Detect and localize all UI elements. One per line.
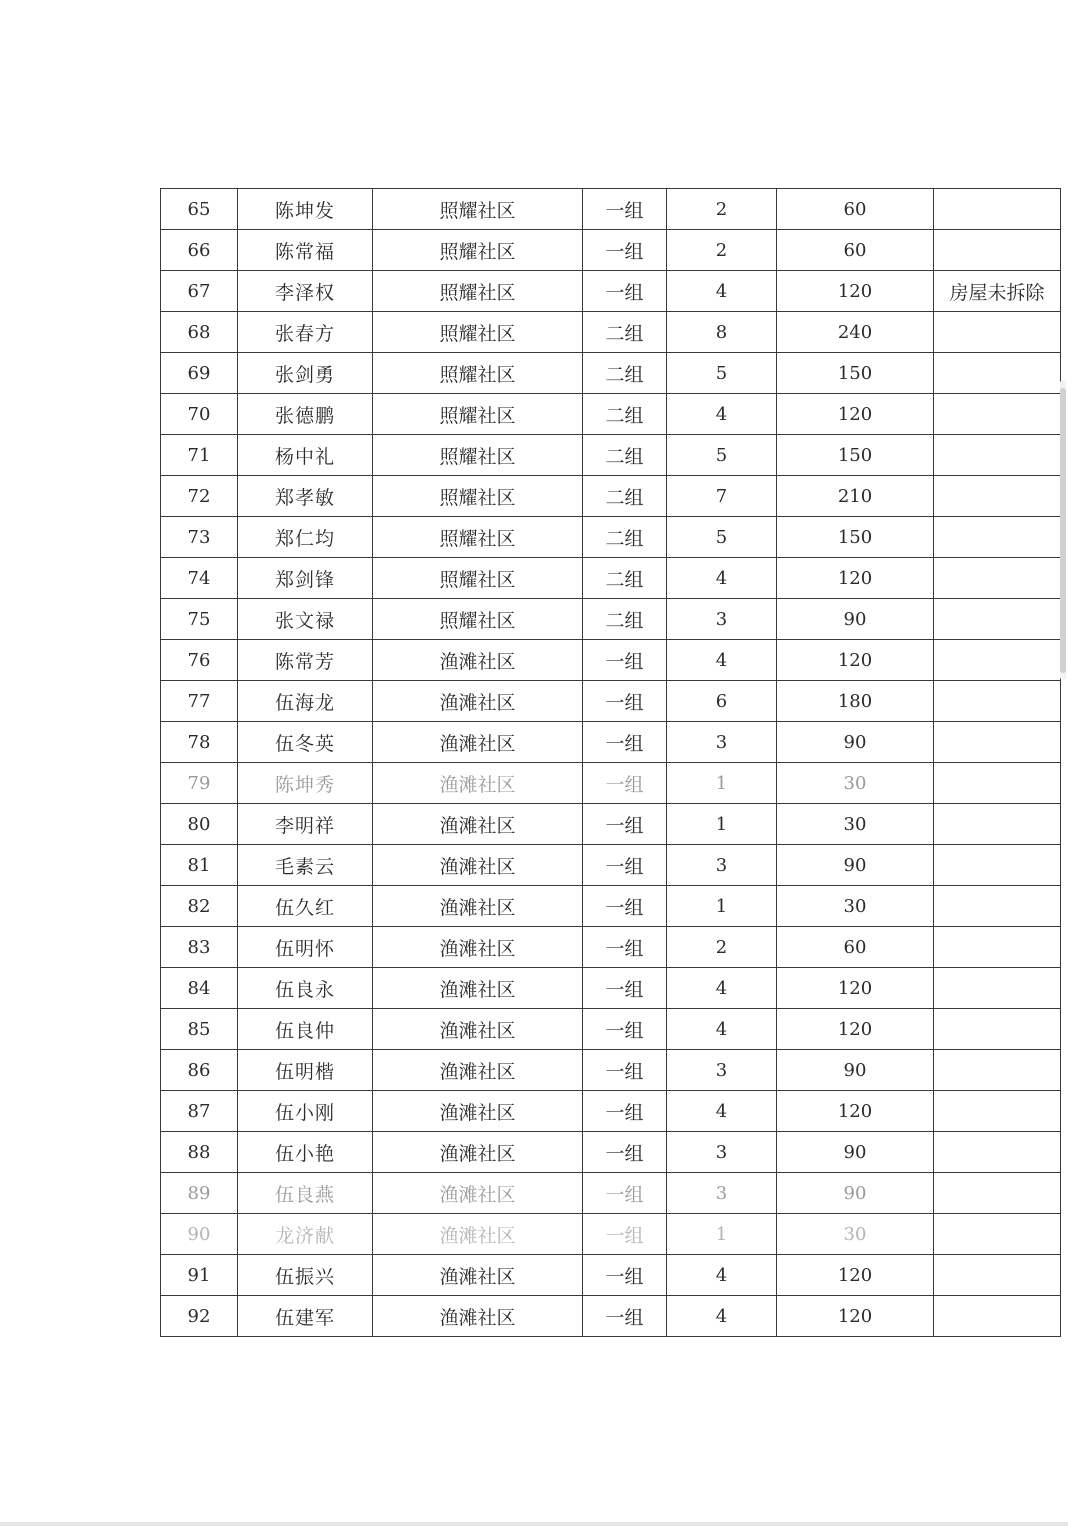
community-name: 渔滩社区: [373, 763, 583, 804]
row-number: 80: [161, 804, 238, 845]
amount-value: 210: [777, 476, 934, 517]
row-number: 88: [161, 1132, 238, 1173]
community-name: 渔滩社区: [373, 1091, 583, 1132]
amount-value: 120: [777, 968, 934, 1009]
amount-value: 120: [777, 1255, 934, 1296]
roster-table: [160, 188, 1061, 1337]
person-count: 4: [667, 558, 777, 599]
community-name: 渔滩社区: [373, 1173, 583, 1214]
remark: [934, 189, 1061, 230]
group-name: 一组: [583, 722, 667, 763]
community-name: 渔滩社区: [373, 1255, 583, 1296]
person-count: 4: [667, 394, 777, 435]
resident-name: 伍小刚: [238, 1091, 373, 1132]
group-name: 一组: [583, 1296, 667, 1337]
row-number: 70: [161, 394, 238, 435]
remark: [934, 599, 1061, 640]
group-name: 二组: [583, 558, 667, 599]
resident-name: 陈常福: [238, 230, 373, 271]
row-number: 81: [161, 845, 238, 886]
person-count: 4: [667, 271, 777, 312]
remark: [934, 230, 1061, 271]
amount-value: 120: [777, 1296, 934, 1337]
community-name: 渔滩社区: [373, 886, 583, 927]
table-row: [161, 476, 1061, 517]
group-name: 一组: [583, 763, 667, 804]
amount-value: 90: [777, 599, 934, 640]
remark: [934, 558, 1061, 599]
amount-value: 120: [777, 558, 934, 599]
group-name: 一组: [583, 1091, 667, 1132]
group-name: 二组: [583, 353, 667, 394]
table-row: [161, 312, 1061, 353]
community-name: 照耀社区: [373, 189, 583, 230]
table-row: [161, 640, 1061, 681]
community-name: 照耀社区: [373, 599, 583, 640]
group-name: 一组: [583, 1132, 667, 1173]
group-name: 二组: [583, 476, 667, 517]
resident-name: 伍海龙: [238, 681, 373, 722]
row-number: 67: [161, 271, 238, 312]
community-name: 照耀社区: [373, 353, 583, 394]
community-name: 渔滩社区: [373, 1296, 583, 1337]
resident-name: 张德鹏: [238, 394, 373, 435]
community-name: 照耀社区: [373, 271, 583, 312]
group-name: 一组: [583, 1255, 667, 1296]
row-number: 79: [161, 763, 238, 804]
row-number: 76: [161, 640, 238, 681]
group-name: 二组: [583, 517, 667, 558]
remark: [934, 435, 1061, 476]
community-name: 渔滩社区: [373, 1009, 583, 1050]
group-name: 一组: [583, 230, 667, 271]
resident-name: 郑剑锋: [238, 558, 373, 599]
community-name: 渔滩社区: [373, 927, 583, 968]
resident-name: 伍小艳: [238, 1132, 373, 1173]
table-row: [161, 271, 1061, 312]
table-row: [161, 845, 1061, 886]
person-count: 2: [667, 230, 777, 271]
amount-value: 30: [777, 886, 934, 927]
resident-name: 李明祥: [238, 804, 373, 845]
community-name: 照耀社区: [373, 394, 583, 435]
row-number: 90: [161, 1214, 238, 1255]
person-count: 8: [667, 312, 777, 353]
remark: [934, 927, 1061, 968]
amount-value: 240: [777, 312, 934, 353]
amount-value: 90: [777, 722, 934, 763]
person-count: 1: [667, 804, 777, 845]
table-row: [161, 599, 1061, 640]
table-row: [161, 435, 1061, 476]
amount-value: 90: [777, 845, 934, 886]
row-number: 68: [161, 312, 238, 353]
group-name: 二组: [583, 312, 667, 353]
person-count: 3: [667, 1050, 777, 1091]
row-number: 74: [161, 558, 238, 599]
table-row: [161, 1214, 1061, 1255]
person-count: 1: [667, 763, 777, 804]
table-row: [161, 1296, 1061, 1337]
remark: [934, 968, 1061, 1009]
remark: [934, 1050, 1061, 1091]
table-row: [161, 927, 1061, 968]
row-number: 65: [161, 189, 238, 230]
resident-name: 伍良燕: [238, 1173, 373, 1214]
table-row: [161, 681, 1061, 722]
scrollbar-thumb[interactable]: [1060, 388, 1066, 673]
group-name: 一组: [583, 1214, 667, 1255]
table-row: [161, 722, 1061, 763]
amount-value: 90: [777, 1132, 934, 1173]
person-count: 6: [667, 681, 777, 722]
amount-value: 30: [777, 1214, 934, 1255]
row-number: 69: [161, 353, 238, 394]
resident-name: 郑孝敏: [238, 476, 373, 517]
amount-value: 90: [777, 1173, 934, 1214]
resident-name: 伍良永: [238, 968, 373, 1009]
remark: [934, 1296, 1061, 1337]
community-name: 照耀社区: [373, 476, 583, 517]
community-name: 照耀社区: [373, 517, 583, 558]
roster-table-body: [161, 189, 1061, 1337]
row-number: 77: [161, 681, 238, 722]
remark: [934, 1009, 1061, 1050]
amount-value: 120: [777, 640, 934, 681]
group-name: 二组: [583, 599, 667, 640]
person-count: 4: [667, 640, 777, 681]
amount-value: 60: [777, 189, 934, 230]
group-name: 二组: [583, 435, 667, 476]
group-name: 一组: [583, 681, 667, 722]
resident-name: 杨中礼: [238, 435, 373, 476]
table-row: [161, 189, 1061, 230]
table-row: [161, 763, 1061, 804]
person-count: 5: [667, 435, 777, 476]
page-bottom-edge: [0, 1522, 1068, 1526]
table-row: [161, 1050, 1061, 1091]
person-count: 7: [667, 476, 777, 517]
resident-name: 伍良仲: [238, 1009, 373, 1050]
person-count: 1: [667, 1214, 777, 1255]
table-row: [161, 1091, 1061, 1132]
amount-value: 120: [777, 1009, 934, 1050]
row-number: 87: [161, 1091, 238, 1132]
community-name: 照耀社区: [373, 558, 583, 599]
remark: [934, 845, 1061, 886]
person-count: 3: [667, 1173, 777, 1214]
table-row: [161, 804, 1061, 845]
row-number: 72: [161, 476, 238, 517]
table-row: [161, 1173, 1061, 1214]
amount-value: 120: [777, 1091, 934, 1132]
resident-name: 张剑勇: [238, 353, 373, 394]
group-name: 一组: [583, 927, 667, 968]
row-number: 92: [161, 1296, 238, 1337]
amount-value: 30: [777, 763, 934, 804]
group-name: 一组: [583, 845, 667, 886]
resident-name: 陈坤发: [238, 189, 373, 230]
community-name: 渔滩社区: [373, 968, 583, 1009]
table-row: [161, 1009, 1061, 1050]
person-count: 4: [667, 968, 777, 1009]
group-name: 二组: [583, 394, 667, 435]
group-name: 一组: [583, 804, 667, 845]
table-row: [161, 517, 1061, 558]
person-count: 1: [667, 886, 777, 927]
community-name: 渔滩社区: [373, 1132, 583, 1173]
remark: [934, 886, 1061, 927]
remark: [934, 640, 1061, 681]
person-count: 4: [667, 1091, 777, 1132]
table-row: [161, 230, 1061, 271]
resident-name: 伍明楷: [238, 1050, 373, 1091]
community-name: 渔滩社区: [373, 804, 583, 845]
person-count: 3: [667, 599, 777, 640]
remark: [934, 312, 1061, 353]
row-number: 84: [161, 968, 238, 1009]
remark: [934, 1173, 1061, 1214]
community-name: 渔滩社区: [373, 1214, 583, 1255]
remark: [934, 353, 1061, 394]
amount-value: 150: [777, 517, 934, 558]
remark: [934, 681, 1061, 722]
row-number: 82: [161, 886, 238, 927]
person-count: 2: [667, 189, 777, 230]
community-name: 渔滩社区: [373, 681, 583, 722]
person-count: 4: [667, 1255, 777, 1296]
person-count: 3: [667, 845, 777, 886]
row-number: 75: [161, 599, 238, 640]
remark: 房屋未拆除: [934, 271, 1061, 312]
table-row: [161, 1255, 1061, 1296]
row-number: 73: [161, 517, 238, 558]
person-count: 3: [667, 722, 777, 763]
group-name: 一组: [583, 968, 667, 1009]
group-name: 一组: [583, 271, 667, 312]
resident-name: 李泽权: [238, 271, 373, 312]
amount-value: 150: [777, 353, 934, 394]
table-row: [161, 968, 1061, 1009]
resident-name: 龙济献: [238, 1214, 373, 1255]
row-number: 86: [161, 1050, 238, 1091]
remark: [934, 763, 1061, 804]
community-name: 渔滩社区: [373, 1050, 583, 1091]
row-number: 71: [161, 435, 238, 476]
row-number: 83: [161, 927, 238, 968]
resident-name: 伍冬英: [238, 722, 373, 763]
resident-name: 伍振兴: [238, 1255, 373, 1296]
table-row: [161, 1132, 1061, 1173]
table-row: [161, 558, 1061, 599]
person-count: 4: [667, 1009, 777, 1050]
resident-name: 伍久红: [238, 886, 373, 927]
group-name: 一组: [583, 189, 667, 230]
person-count: 5: [667, 353, 777, 394]
resident-name: 伍明怀: [238, 927, 373, 968]
row-number: 85: [161, 1009, 238, 1050]
resident-name: 张春方: [238, 312, 373, 353]
person-count: 4: [667, 1296, 777, 1337]
remark: [934, 476, 1061, 517]
amount-value: 30: [777, 804, 934, 845]
community-name: 渔滩社区: [373, 845, 583, 886]
amount-value: 90: [777, 1050, 934, 1091]
amount-value: 120: [777, 271, 934, 312]
person-count: 2: [667, 927, 777, 968]
resident-name: 陈常芳: [238, 640, 373, 681]
community-name: 照耀社区: [373, 312, 583, 353]
resident-name: 陈坤秀: [238, 763, 373, 804]
group-name: 一组: [583, 1050, 667, 1091]
table-row: [161, 394, 1061, 435]
remark: [934, 804, 1061, 845]
group-name: 一组: [583, 1009, 667, 1050]
table-row: [161, 353, 1061, 394]
remark: [934, 1255, 1061, 1296]
resident-name: 张文禄: [238, 599, 373, 640]
remark: [934, 1132, 1061, 1173]
community-name: 渔滩社区: [373, 640, 583, 681]
amount-value: 60: [777, 927, 934, 968]
row-number: 78: [161, 722, 238, 763]
remark: [934, 517, 1061, 558]
remark: [934, 1214, 1061, 1255]
resident-name: 郑仁均: [238, 517, 373, 558]
remark: [934, 1091, 1061, 1132]
row-number: 66: [161, 230, 238, 271]
amount-value: 180: [777, 681, 934, 722]
remark: [934, 394, 1061, 435]
remark: [934, 722, 1061, 763]
person-count: 3: [667, 1132, 777, 1173]
group-name: 一组: [583, 1173, 667, 1214]
community-name: 渔滩社区: [373, 722, 583, 763]
community-name: 照耀社区: [373, 230, 583, 271]
row-number: 91: [161, 1255, 238, 1296]
community-name: 照耀社区: [373, 435, 583, 476]
amount-value: 120: [777, 394, 934, 435]
row-number: 89: [161, 1173, 238, 1214]
group-name: 一组: [583, 886, 667, 927]
person-count: 5: [667, 517, 777, 558]
group-name: 一组: [583, 640, 667, 681]
resident-name: 毛素云: [238, 845, 373, 886]
amount-value: 150: [777, 435, 934, 476]
resident-name: 伍建军: [238, 1296, 373, 1337]
table-row: [161, 886, 1061, 927]
amount-value: 60: [777, 230, 934, 271]
